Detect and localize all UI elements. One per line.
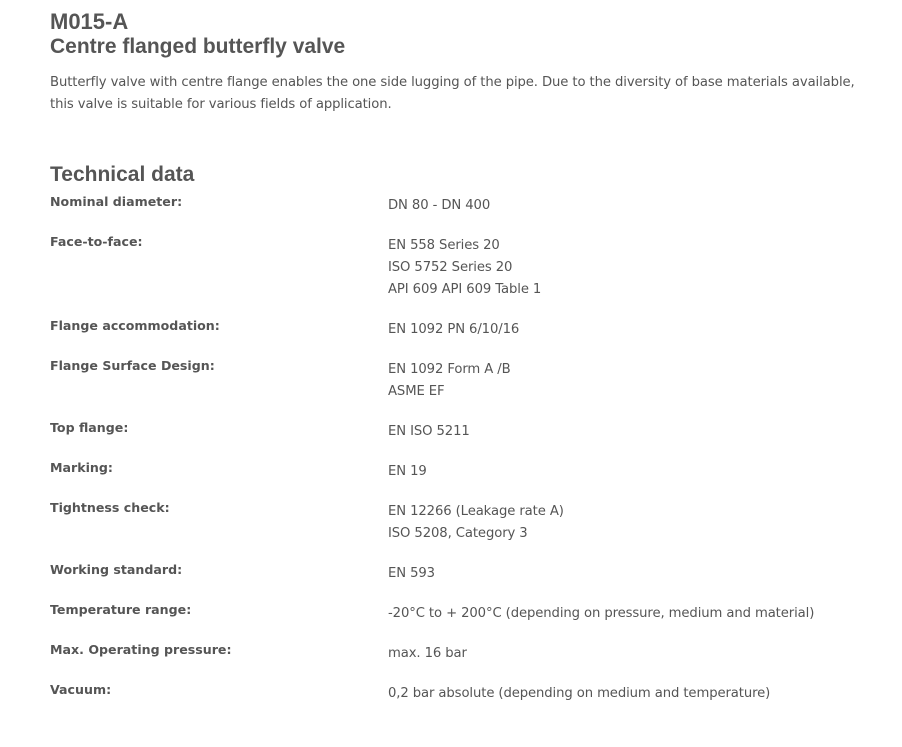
tech-values xyxy=(388,192,860,217)
tech-label: Vacuum: xyxy=(50,682,112,697)
technical-data-table xyxy=(50,192,860,705)
tech-value: EN 1092 PN 6/10/16 xyxy=(388,322,520,337)
tech-row xyxy=(50,640,860,665)
tech-row xyxy=(50,458,860,483)
tech-values xyxy=(388,232,860,301)
product-code: M015-A xyxy=(50,9,129,34)
tech-values xyxy=(388,680,860,705)
tech-values xyxy=(388,458,860,483)
tech-label: Tightness check: xyxy=(50,500,170,515)
technical-data-title: Technical data xyxy=(50,163,195,186)
tech-label: Max. Operating pressure: xyxy=(50,642,232,657)
product-description: Butterfly valve with centre flange enables the one side lugging of the pipe. Due to the diversity of base materials available, this valve is suitable for various fields of application. xyxy=(50,75,855,112)
tech-value: -20°C to + 200°C (depending on pressure, medium and material) xyxy=(388,606,815,621)
tech-row xyxy=(50,418,860,443)
tech-value: EN 12266 (Leakage rate A) xyxy=(388,504,564,519)
tech-label: Marking: xyxy=(50,460,113,475)
tech-label: Flange Surface Design: xyxy=(50,358,215,373)
product-name: Centre flanged butterfly valve xyxy=(50,35,346,58)
tech-values xyxy=(388,356,860,403)
tech-value: EN 1092 Form A /B xyxy=(388,362,511,377)
product-page xyxy=(50,10,860,720)
tech-value: 0,2 bar absolute (depending on medium and temperature) xyxy=(388,686,771,701)
tech-value: DN 80 - DN 400 xyxy=(388,198,491,213)
tech-label: Temperature range: xyxy=(50,602,192,617)
tech-values xyxy=(388,600,860,625)
tech-row xyxy=(50,316,860,341)
tech-value: max. 16 bar xyxy=(388,646,467,661)
tech-value: API 609 API 609 Table 1 xyxy=(388,282,542,297)
tech-value: ISO 5752 Series 20 xyxy=(388,260,513,275)
tech-value: EN 593 xyxy=(388,566,435,581)
tech-value: EN 19 xyxy=(388,464,427,479)
tech-label: Flange accommodation: xyxy=(50,318,220,333)
tech-values xyxy=(388,418,860,443)
tech-values xyxy=(388,498,860,545)
tech-value: EN ISO 5211 xyxy=(388,424,470,439)
tech-row xyxy=(50,560,860,585)
tech-row xyxy=(50,356,860,403)
tech-row xyxy=(50,232,860,301)
tech-label: Top flange: xyxy=(50,420,129,435)
tech-row xyxy=(50,680,860,705)
tech-values xyxy=(388,640,860,665)
tech-label: Face-to-face: xyxy=(50,234,143,249)
tech-row xyxy=(50,192,860,217)
tech-values xyxy=(388,560,860,585)
tech-label: Nominal diameter: xyxy=(50,194,183,209)
tech-label: Working standard: xyxy=(50,562,183,577)
tech-value: ASME EF xyxy=(388,384,445,399)
tech-row xyxy=(50,498,860,545)
tech-value: ISO 5208, Category 3 xyxy=(388,526,528,541)
tech-value: EN 558 Series 20 xyxy=(388,238,500,253)
tech-values xyxy=(388,316,860,341)
tech-row xyxy=(50,600,860,625)
